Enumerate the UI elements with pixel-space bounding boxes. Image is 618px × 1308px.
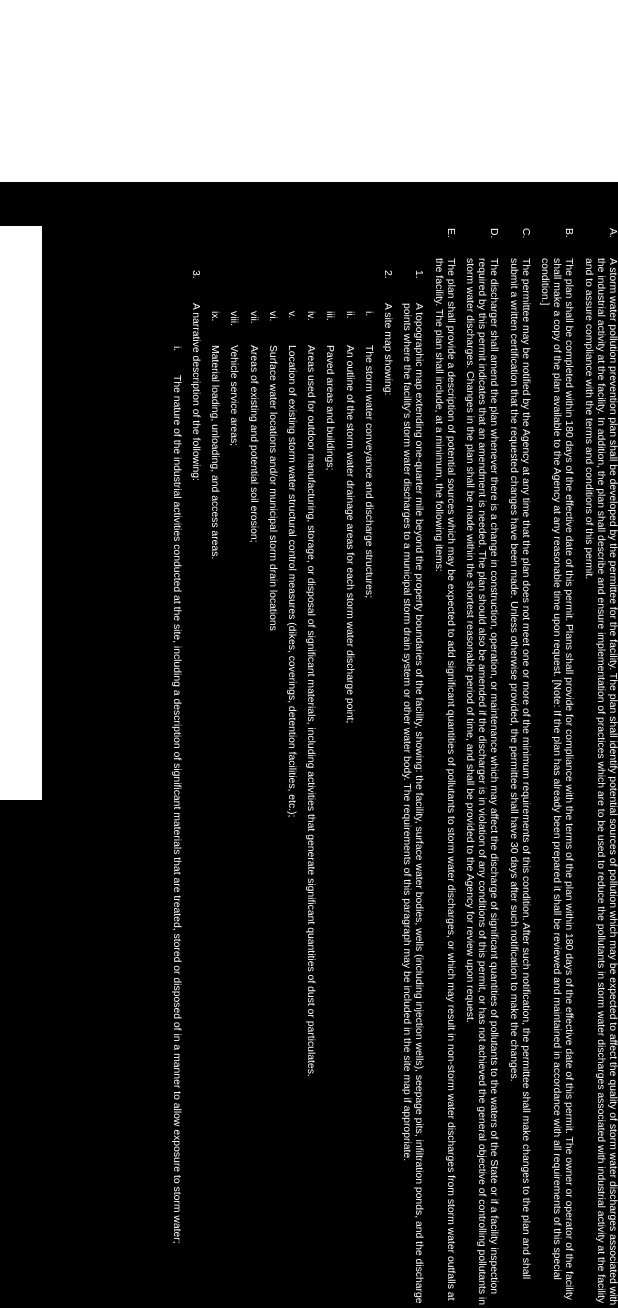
section-item: [538, 228, 575, 1308]
section-item: [431, 228, 455, 1308]
section-item: [581, 228, 618, 1308]
item-marker: 1.: [413, 270, 425, 279]
item-marker: i.: [362, 311, 374, 317]
item-marker: viii.: [228, 311, 240, 327]
list-item: [285, 228, 297, 1308]
list-item: [304, 228, 316, 1308]
item-marker: D.: [488, 228, 500, 239]
list-item: [362, 228, 374, 1308]
subsection-item: [189, 228, 201, 1308]
blank-left-margin: [0, 182, 42, 800]
item-text: A topographic map extending one-quarter mile beyond the property boundaries of the facility, showing: the facility, surface water bodies, wells (including injection wells), seepage pits, infiltration ponds, and the discharge points where the facility's storm water discharges to a municipal storm drain system or other water body. The requirements of this paragraph may be included in the site map if appropriate.: [401, 303, 425, 1304]
item-marker: iv.: [305, 311, 317, 321]
item-text: The storm water conveyance and discharge structures;: [362, 345, 374, 598]
item-text: A narrative description of the following:: [189, 303, 201, 481]
item-text: A site map showing:: [381, 303, 393, 396]
item-marker: i.: [170, 346, 182, 352]
rotated-document-page: [38, 228, 618, 1308]
item-marker: v.: [285, 311, 297, 319]
section-item: [463, 228, 500, 1308]
scan-edge-strip: [0, 182, 618, 226]
item-marker: ii.: [343, 311, 355, 319]
list-item: [227, 228, 239, 1308]
list-item: [266, 228, 278, 1308]
item-text: The nature of the industrial activities conducted at the site, including a description of significant materials that are treated, stored or disposed of in a manner to allow exposure to storm water;: [170, 375, 182, 1244]
item-text: A storm water pollution prevention plan shall be developed by the permittee for the facility. The plan shall identify potential sources of pollution which may be expected to affect the quality of storm water discharges associated with the industrial activity at the facility. In addition, the plan shall describe and ensure implementation of practices which are to be used to reduce the pollutants in storm water discharges associated with industrial activity at the facility and to assure compliance with the terms and conditions of this permit.: [582, 258, 618, 1306]
item-marker: 3.: [189, 270, 201, 279]
item-marker: A.: [607, 228, 618, 238]
item-text: Areas of existing and potential soil erosion;: [247, 345, 259, 543]
list-item: [170, 228, 182, 1308]
subsection-item: [400, 228, 424, 1308]
item-marker: B.: [563, 228, 575, 238]
item-text: Location of existing storm water structural control measures (dikes, coverings, detention facilities, etc.);: [285, 345, 297, 818]
list-item: [246, 228, 258, 1308]
item-text: The permittee may be notified by the Agency at any time that the plan does not meet one or more of the minimum requirements of this condition. After such notification, the permittee shall make changes to the plan and shall submit a written certification that the requested changes have been made. Unless otherwise provided, the permittee shall have 30 days after such notification to make the changes.: [507, 258, 531, 1280]
list-item: [323, 228, 335, 1308]
item-marker: vi.: [266, 311, 278, 322]
item-marker: C.: [519, 228, 531, 239]
item-marker: vii.: [247, 311, 259, 324]
item-text: Material loading, unloading, and access areas.: [209, 345, 221, 560]
item-text: The plan shall be completed within 180 days of the effective date of this permit. Plans shall provide for compliance with the terms of the plan within 180 days of the effective date of this permit. The owner or operator of the facility shall make a copy of the plan available to the Agency at any reasonable time upon request. [Note: If the plan has already been prepared it shall be reviewed and maintained in accordance with all requirements of this special condition.]: [538, 258, 575, 1300]
item-text: The discharger shall amend the plan whenever there is a change in construction, operation, or maintenance which may affect the discharge of significant quantities of pollutants to the waters of the State or if a facility inspection required by this permit indicates that an amendment is needed. The plan should also be amended if the discharger is in violation of any conditions of this permit, or has not achieved the general objective of controlling pollutants in storm water discharges. Changes in the plan shall be made within the shortest reasonable period of time, and shall be provided to the Agency for review upon request.: [463, 258, 500, 1305]
item-text: Surface water locations and/or municipal storm drain locations: [266, 345, 278, 631]
blank-header-area: [0, 0, 618, 182]
subsection-item: [381, 228, 393, 1308]
section-item: [506, 228, 530, 1308]
list-item: [342, 228, 354, 1308]
item-marker: ix.: [209, 311, 221, 322]
item-text: Paved areas and buildings;: [324, 345, 336, 471]
item-marker: E.: [444, 228, 456, 238]
item-text: Vehicle service areas;: [228, 345, 240, 447]
list-item: [208, 228, 220, 1308]
item-marker: iii.: [324, 311, 336, 321]
item-marker: 2.: [381, 270, 393, 279]
item-text: An outline of the storm water drainage areas for each storm water discharge point;: [343, 345, 355, 724]
item-text: The plan shall provide a description of potential sources which may be expected to add significant quantities of pollutants to storm water discharges, or which may result in non-storm water discharges from storm water outfalls at the facility. The plan shall include, at a minimum, the following items:: [432, 258, 456, 1301]
item-text: Areas used for outdoor manufacturing, storage, or disposal of significant materials, including activities that generate significant quantities of dust or particulates.: [305, 345, 317, 1077]
